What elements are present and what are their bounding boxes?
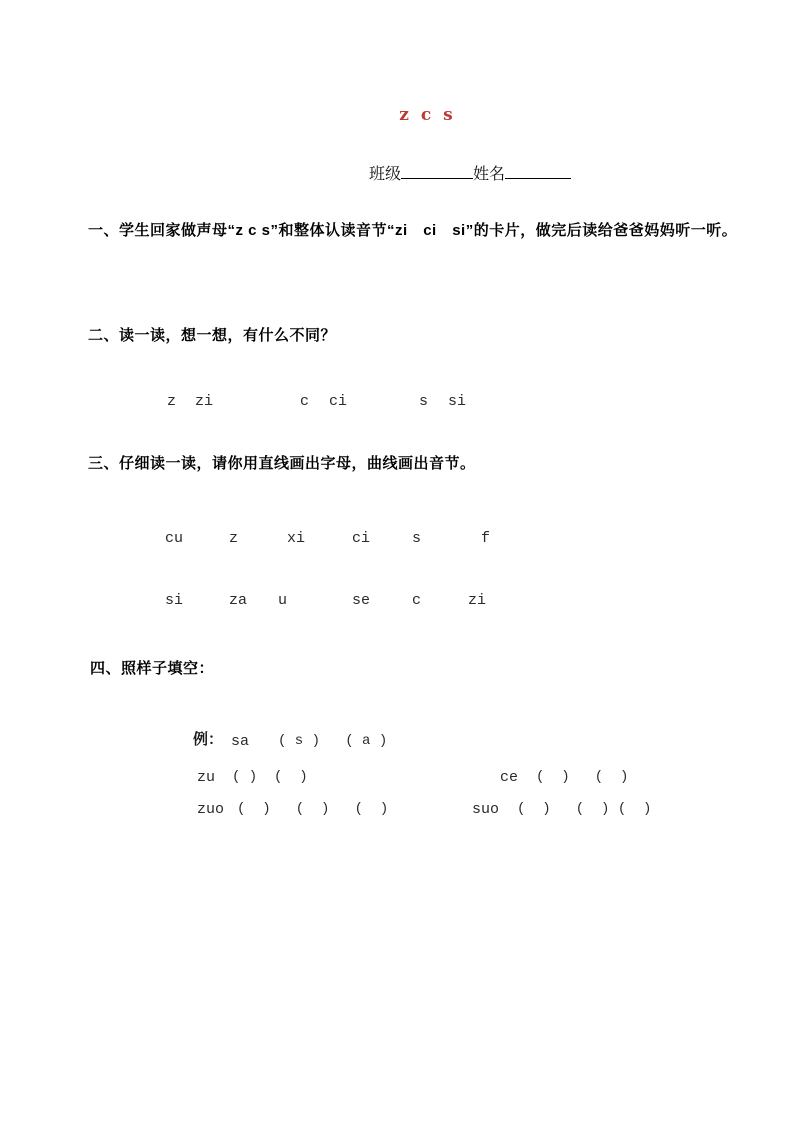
class-underline	[401, 164, 473, 179]
pinyin-initial: c	[300, 393, 310, 410]
fill-word: suo	[472, 801, 500, 818]
example-label: 例：	[193, 732, 224, 748]
section3-heading: 三、仔细读一读，请你用直线画出字母，曲线画出音节。	[88, 455, 476, 472]
pinyin-item: u	[278, 592, 288, 609]
pinyin-item: f	[481, 530, 491, 547]
fill-blanks: ( ) ( )	[232, 769, 308, 785]
pinyin-initial: z	[167, 393, 177, 410]
example-blanks: ( s ) ( a )	[278, 733, 388, 749]
pinyin-syllable: zi	[195, 393, 214, 410]
section2-heading: 二、读一读，想一想，有什么不同？	[88, 327, 337, 344]
pinyin-item: ci	[352, 530, 371, 547]
name-underline	[505, 164, 571, 179]
section4-heading: 四、照样子填空：	[90, 660, 215, 677]
fill-blanks: ( ) ( )	[536, 769, 629, 785]
class-label: 班级	[369, 166, 402, 184]
pinyin-syllable: si	[448, 393, 467, 410]
class-name-header	[353, 146, 571, 203]
page-title: z c s	[399, 105, 456, 125]
pinyin-item: zi	[468, 592, 487, 609]
fill-blanks: ( ) ( ) ( )	[517, 801, 652, 817]
fill-word: zuo	[197, 801, 225, 818]
example-word: sa	[231, 733, 250, 750]
fill-blanks: ( ) ( ) ( )	[237, 801, 389, 817]
section1-heading: 一、学生回家做声母“z c s”和整体认读音节“zi ci si”的卡片，做完后读给爸爸妈妈听一听。	[88, 222, 738, 239]
pinyin-initial: s	[419, 393, 429, 410]
pinyin-item: cu	[165, 530, 184, 547]
pinyin-item: c	[412, 592, 422, 609]
pinyin-item: si	[165, 592, 184, 609]
pinyin-item: se	[352, 592, 371, 609]
pinyin-item: z	[229, 530, 239, 547]
pinyin-item: s	[412, 530, 422, 547]
pinyin-syllable: ci	[329, 393, 348, 410]
pinyin-item: xi	[287, 530, 306, 547]
pinyin-item: za	[229, 592, 248, 609]
fill-word: ce	[500, 769, 519, 786]
name-label: 姓名	[473, 166, 506, 184]
fill-word: zu	[197, 769, 216, 786]
